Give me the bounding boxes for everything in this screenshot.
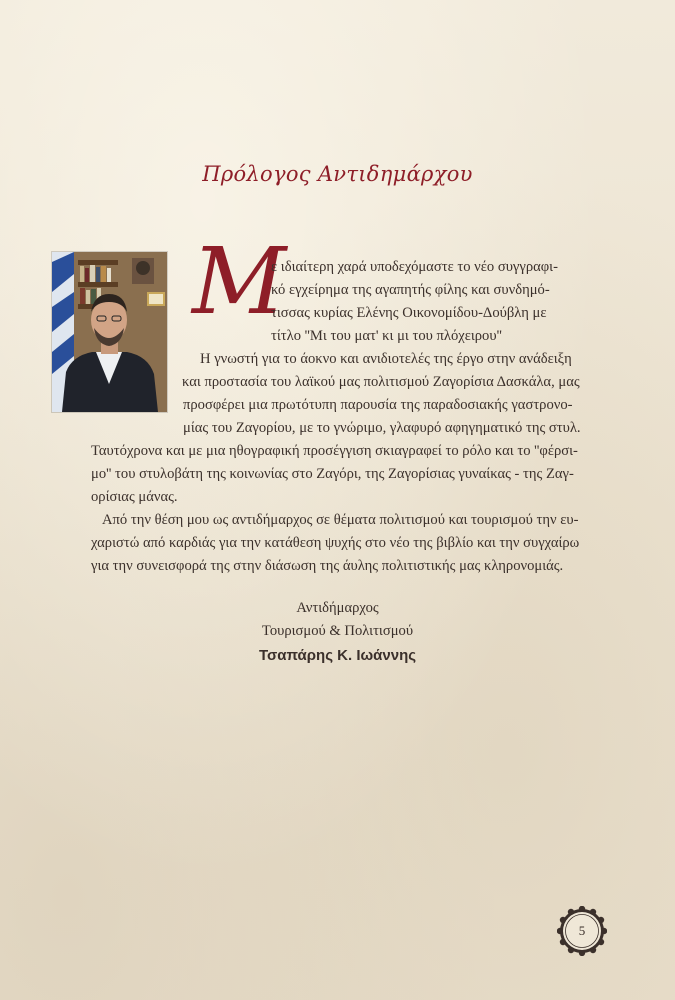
signature-department: Τουρισμού & Πολιτισμού <box>261 623 414 639</box>
author-portrait-photo <box>52 252 167 412</box>
paragraph-line: κό εγχείρημα της αγαπητής φίλης και συνδημό- <box>271 282 550 298</box>
drop-cap: Μ <box>192 228 287 335</box>
paragraph-line: ε ιδιαίτερη χαρά υποδεχόμαστε το νέο συγγραφι- <box>271 259 558 275</box>
page-number: 5 <box>578 923 586 938</box>
signature-role: Αντιδήμαρχος <box>296 600 379 616</box>
page-title: Πρόλογος Αντιδημάρχου <box>202 162 473 186</box>
paragraph-line: τισσας κυρίας Ελένης Οικονομίδου-Δούβλη με <box>271 305 547 321</box>
paragraph-line: και προστασία του λαϊκού μας πολιτισμού Ζαγορίσια Δασκάλα, μας <box>182 374 580 390</box>
signature-name: Τσαπάρης Κ. Ιωάννης <box>258 647 417 664</box>
paragraph-line: Η γνωστή για το άοκνο και ανιδιοτελές της έργο στην ανάδειξη <box>200 351 572 367</box>
paragraph-line: χαριστώ από καρδιάς για την κατάθεση ψυχής στο νέο της βιβλίο και την συγχαίρω <box>91 535 580 551</box>
paragraph-line: για την συνεισφορά της στην διάσωση της άυλης πολιτιστικής μας κληρονομιάς. <box>91 558 564 574</box>
paragraph-line: Από την θέση μου ως αντιδήμαρχος σε θέματα πολιτισμού και τουρισμού την ευ- <box>102 512 579 528</box>
paragraph-line: μίας του Ζαγορίου, με το γνώριμο, γλαφυρό αφηγηματικό της στυλ. <box>183 420 581 436</box>
paragraph-line: μο'' του στυλοβάτη της κοινωνίας στο Ζαγόρι, της Ζαγορίσιας γυναίκας - της Ζαγ- <box>91 466 574 482</box>
page-number-badge <box>557 906 607 956</box>
paragraph-line: ορίσιας μάνας. <box>91 489 178 505</box>
paragraph-line: προσφέρει μια πρωτότυπη παρουσία της παραδοσιακής γαστρονο- <box>183 397 573 413</box>
paragraph-line: Ταυτόχρονα και με μια ηθογραφική προσέγγιση σκιαγραφεί το ρόλο και το ''φέρσι- <box>91 443 578 459</box>
paragraph-line: τίτλο ''Μι του ματ' κι μι του πλόχειρου'' <box>271 328 502 344</box>
